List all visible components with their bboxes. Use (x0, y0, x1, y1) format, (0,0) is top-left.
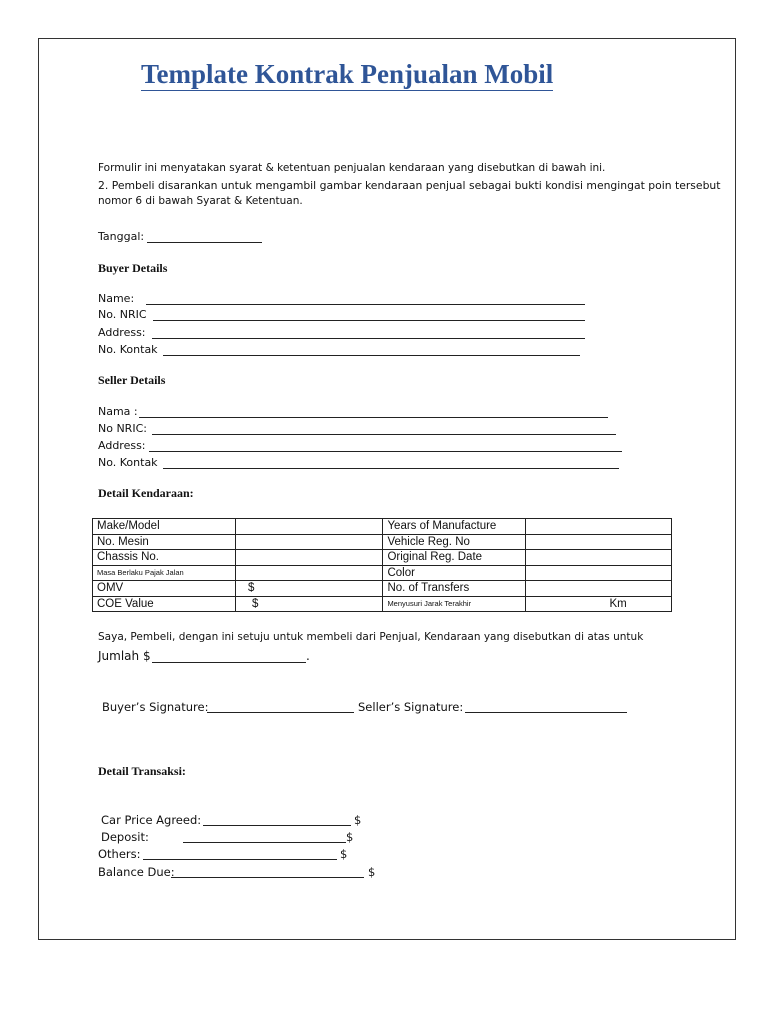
vehicle-label: Menyusuri Jarak Terakhir (383, 596, 525, 612)
buyer-signature-label: Buyer’s Signature: (102, 700, 209, 714)
buyer-contact-label: No. Kontak (98, 343, 158, 356)
vehicle-value-cell[interactable]: $ (236, 596, 383, 612)
deposit-field[interactable] (183, 842, 346, 843)
date-label: Tanggal: (98, 230, 145, 243)
balance-due-label: Balance Due: (98, 865, 175, 879)
deposit-label: Deposit: (101, 830, 149, 844)
car-price-field[interactable] (203, 825, 351, 826)
amount-period: . (306, 649, 310, 663)
vehicle-details-heading: Detail Kendaraan: (98, 486, 194, 500)
buyer-nric-label: No. NRIC (98, 308, 147, 321)
table-row (93, 581, 672, 597)
vehicle-value-cell[interactable] (236, 534, 383, 550)
seller-nric-field[interactable] (152, 434, 616, 435)
buyer-address-label: Address: (98, 326, 146, 339)
balance-due-field[interactable] (171, 877, 364, 878)
amount-field[interactable] (152, 662, 306, 663)
table-row (93, 550, 672, 566)
vehicle-value-cell[interactable] (525, 550, 671, 566)
vehicle-value-cell[interactable] (525, 534, 671, 550)
buyer-name-field[interactable] (146, 304, 585, 305)
vehicle-label: Years of Manufacture (383, 519, 525, 535)
vehicle-value-cell[interactable] (236, 519, 383, 535)
vehicle-label: No. of Transfers (383, 581, 525, 597)
car-price-label: Car Price Agreed: (101, 813, 202, 827)
vehicle-value-cell[interactable] (525, 581, 671, 597)
table-row (93, 565, 672, 581)
agreement-text: Saya, Pembeli, dengan ini setuju untuk membeli dari Penjual, Kendaraan yang disebutkan di atas untuk (98, 631, 644, 643)
vehicle-label: Original Reg. Date (383, 550, 525, 566)
seller-details-heading: Seller Details (98, 373, 166, 387)
seller-contact-label: No. Kontak (98, 456, 158, 469)
vehicle-value-cell[interactable] (236, 550, 383, 566)
buyer-signature-field[interactable] (207, 712, 354, 713)
table-row (93, 596, 672, 612)
intro-line-1: Formulir ini menyatakan syarat & ketentuan penjualan kendaraan yang disebutkan di bawah ini. (98, 162, 606, 174)
vehicle-label: COE Value (93, 596, 236, 612)
buyer-address-field[interactable] (152, 338, 585, 339)
others-label: Others: (98, 847, 141, 861)
vehicle-value-cell[interactable] (525, 519, 671, 535)
seller-address-field[interactable] (149, 451, 622, 452)
vehicle-label: Chassis No. (93, 550, 236, 566)
seller-signature-label: Seller’s Signature: (358, 700, 464, 714)
seller-name-field[interactable] (139, 417, 608, 418)
seller-address-label: Address: (98, 439, 146, 452)
intro-line-2: 2. Pembeli disarankan untuk mengambil gambar kendaraan penjual sebagai bukti kondisi mengingat poin tersebut (98, 179, 721, 192)
vehicle-value-cell[interactable] (236, 565, 383, 581)
vehicle-label: Masa Berlaku Pajak Jalan (93, 565, 236, 581)
amount-label: Jumlah $ (98, 649, 151, 663)
vehicle-value-cell[interactable] (525, 565, 671, 581)
vehicle-label: Color (383, 565, 525, 581)
vehicle-value-cell[interactable]: $ (236, 581, 383, 597)
date-field[interactable] (147, 242, 262, 243)
vehicle-value-cell[interactable]: Km (525, 596, 671, 612)
vehicle-label: Vehicle Reg. No (383, 534, 525, 550)
seller-nric-label: No NRIC: (98, 422, 147, 435)
deposit-currency: $ (346, 830, 354, 844)
transaction-details-heading: Detail Transaksi: (98, 764, 186, 778)
balance-due-currency: $ (368, 865, 376, 879)
others-currency: $ (340, 847, 348, 861)
buyer-name-label: Name: (98, 292, 135, 305)
vehicle-label: OMV (93, 581, 236, 597)
seller-contact-field[interactable] (163, 468, 619, 469)
vehicle-label: Make/Model (93, 519, 236, 535)
vehicle-details-table (92, 518, 672, 612)
table-row (93, 519, 672, 535)
intro-line-3: nomor 6 di bawah Syarat & Ketentuan. (98, 195, 303, 207)
car-price-currency: $ (354, 813, 362, 827)
buyer-nric-field[interactable] (153, 320, 585, 321)
seller-name-label: Nama : (98, 405, 138, 418)
vehicle-label: No. Mesin (93, 534, 236, 550)
table-row (93, 534, 672, 550)
buyer-details-heading: Buyer Details (98, 261, 168, 275)
others-field[interactable] (143, 859, 337, 860)
buyer-contact-field[interactable] (163, 355, 580, 356)
seller-signature-field[interactable] (465, 712, 627, 713)
document-title: Template Kontrak Penjualan Mobil (141, 59, 554, 89)
